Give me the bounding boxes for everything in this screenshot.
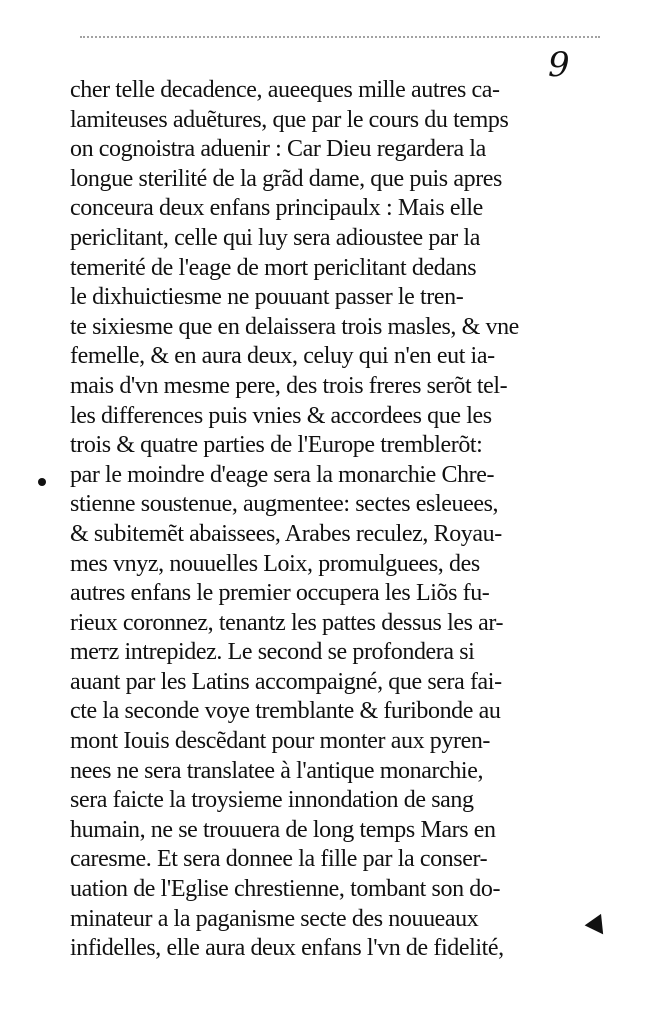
text-line: par le moindre d'eage sera la monarchie Chre- [70, 461, 495, 488]
text-line: longue sterilité de la grãd dame, que puis apres [70, 165, 502, 192]
page-number: 9 [548, 45, 570, 85]
text-line: humain, ne se trouuera de long temps Mars en [70, 816, 496, 843]
text-line: autres enfans le premier occupera les Liõs fu- [70, 580, 490, 607]
text-line: uation de l'Eglise chrestienne, tombant son do- [70, 876, 501, 903]
text-line: mont Iouis descẽdant pour monter aux pyren- [70, 728, 491, 755]
text-line: conceura deux enfans principaulx : Mais elle [70, 195, 483, 222]
text-line: periclitant, celle qui luy sera adioustee par la [70, 224, 480, 251]
text-line: mais d'vn mesme pere, des trois freres serõt tel- [70, 372, 508, 399]
text-line: cte la seconde voye tremblante & furibonde au [70, 698, 501, 725]
text-line: stienne soustenue, augmentee: sectes esleuees, [70, 491, 499, 518]
text-line: sera faicte la troysieme innondation de sang [70, 787, 474, 814]
text-line: temerité de l'eage de mort periclitant dedans [70, 254, 477, 281]
text-line: meтz intrepidez. Le second se profondera si [70, 639, 475, 666]
text-line: infidelles, elle aura deux enfans l'vn de fidelité, [70, 935, 504, 962]
text-line: te sixiesme que en delaissera trois masles, & vne [70, 313, 519, 340]
text-line: lamiteuses aduẽtures, que par le cours du temps [70, 106, 509, 133]
text-line: minateur a la paganisme secte des nouueaux [70, 905, 479, 932]
text-line: caresme. Et sera donnee la fille par la conser- [70, 846, 488, 873]
text-line: cher telle decadence, aueeques mille autres ca- [70, 77, 500, 103]
text-line: & subitemẽt abaissees, Arabes reculez, Royau- [70, 520, 502, 547]
text-line: femelle, & en aura deux, celuy qui n'en eut ia- [70, 343, 495, 370]
body-text [70, 76, 610, 964]
text-line: le dixhuictiesme ne pouuant passer le tren- [70, 284, 464, 311]
text-line: trois & quatre parties de l'Europe tremblerõt: [70, 432, 483, 459]
text-line: on cognoistra aduenir : Car Dieu regardera la [70, 136, 486, 163]
text-line: auant par les Latins accompaigné, que sera fai- [70, 668, 502, 695]
margin-dot [38, 478, 46, 486]
text-line: nees ne sera translatee à l'antique monarchie, [70, 757, 484, 784]
text-line: mes vnyz, nouuelles Loix, promulguees, des [70, 550, 480, 577]
top-edge-marks [80, 36, 600, 44]
text-line: les differences puis vnies & accordees que les [70, 402, 492, 429]
text-line: rieux coronnez, tenantz les pattes dessus les ar- [70, 609, 504, 636]
